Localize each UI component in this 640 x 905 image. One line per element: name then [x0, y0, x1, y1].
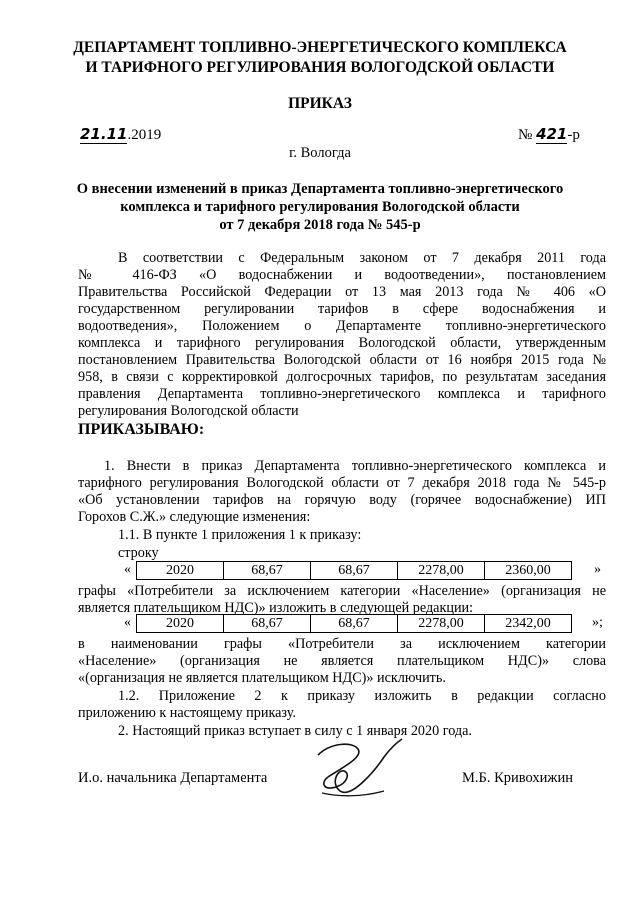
naming-text-line: в наименовании графы «Потребители за исключением категории [78, 636, 606, 652]
subitem-1-1-heading: 1.1. В пункте 1 приложения 1 к приказу: [118, 527, 362, 543]
preamble-line: Правительства Российской Федерации от 13 мая 2013 года № 406 «О [78, 284, 606, 300]
preamble-line: В соответствии с Федеральным законом от 7 декабря 2011 года [118, 250, 606, 266]
order-word: ПРИКАЗЫВАЮ: [78, 421, 205, 438]
item1-line: тарифного регулирования Вологодской области от 7 декабря 2018 года № 545-р [78, 475, 606, 491]
table-cell: 2278,00 [398, 562, 485, 580]
old-row-close-quote: » [594, 562, 601, 577]
preamble-line: № 416-ФЗ «О водоснабжении и водоотведении», постановлением [78, 267, 606, 283]
department-name-line2: И ТАРИФНОГО РЕГУЛИРОВАНИЯ ВОЛОГОДСКОЙ ОБЛАСТИ [85, 59, 555, 76]
naming-text-line: «Население» (организация не является плательщиком НДС)» слова [78, 653, 606, 669]
title-line2: комплекса и тарифного регулирования Вологодской области [120, 199, 520, 215]
handwritten-signature [300, 735, 410, 807]
preamble-line: постановлением Правительства Вологодской области от 16 ноября 2015 года № [78, 352, 606, 368]
table-row [137, 562, 572, 580]
new-row-open-quote: « [124, 615, 131, 630]
new-values-table [136, 614, 572, 633]
title-line1: О внесении изменений в приказ Департамента топливно-энергетического [76, 181, 564, 197]
city: г. Вологда [289, 145, 351, 161]
preamble-line: регулирования Вологодской области [78, 403, 299, 419]
preamble-line: государственном регулировании тарифов в сфере водоснабжения и [78, 301, 606, 317]
item1-line: 1. Внести в приказ Департамента топливно-энергетического комплекса и [104, 458, 606, 474]
document-type: ПРИКАЗ [288, 95, 352, 112]
table-cell: 2360,00 [485, 562, 572, 580]
table-cell: 2020 [137, 615, 224, 633]
handwritten-number: 421 [536, 125, 568, 143]
row-label: строку [118, 545, 159, 561]
item-2: 2. Настоящий приказ вступает в силу с 1 января 2020 года. [118, 723, 472, 739]
table-cell: 68,67 [311, 615, 398, 633]
document-date [80, 125, 161, 144]
item1-line: «Об установлении тарифов на горячую воду (горячее водоснабжение) ИП [78, 492, 606, 508]
old-values-table [136, 561, 572, 580]
graph-text-line: графы «Потребители за исключением категории «Население» (организация не [78, 583, 606, 599]
table-row [137, 615, 572, 633]
preamble-line: 958, в связи с корректировкой долгосрочных тарифов, по результатам заседания [78, 369, 606, 385]
subitem-1-2-line: 1.2. Приложение 2 к приказу изложить в редакции согласно [118, 688, 606, 704]
table-cell: 2342,00 [485, 615, 572, 633]
naming-text-line: «(организация не является плательщиком НДС)» исключить. [78, 670, 446, 686]
subitem-1-2-line: приложению к настоящему приказу. [78, 705, 296, 721]
preamble-line: комплекса и тарифного регулирования Вологодской области, утвержденным [78, 335, 606, 351]
signatory-position: И.о. начальника Департамента [78, 770, 268, 786]
number-suffix: -р [567, 127, 580, 143]
preamble-line: водоотведения», Положением о Департаменте топливно-энергетического [78, 318, 606, 334]
department-name-line1: ДЕПАРТАМЕНТ ТОПЛИВНО-ЭНЕРГЕТИЧЕСКОГО КОМПЛЕКСА [73, 39, 567, 56]
graph-text-line: является плательщиком НДС)» изложить в следующей редакции: [78, 600, 474, 616]
handwritten-date: 21.11 [80, 125, 128, 143]
table-cell: 2278,00 [398, 615, 485, 633]
new-row-close-quote: »; [592, 615, 603, 630]
table-cell: 68,67 [311, 562, 398, 580]
table-cell: 68,67 [224, 615, 311, 633]
preamble-line: правления Департамента топливно-энергетического комплекса и тарифного [78, 386, 606, 402]
table-cell: 2020 [137, 562, 224, 580]
table-cell: 68,67 [224, 562, 311, 580]
document-number [518, 125, 580, 144]
title-line3: от 7 декабря 2018 года № 545-р [219, 217, 421, 233]
number-prefix: № [518, 127, 533, 143]
date-year: .2019 [127, 127, 162, 143]
item1-line: Горохов С.Ж.» следующие изменения: [78, 509, 311, 525]
old-row-open-quote: « [124, 562, 131, 577]
signatory-name: М.Б. Кривохижин [462, 770, 573, 786]
